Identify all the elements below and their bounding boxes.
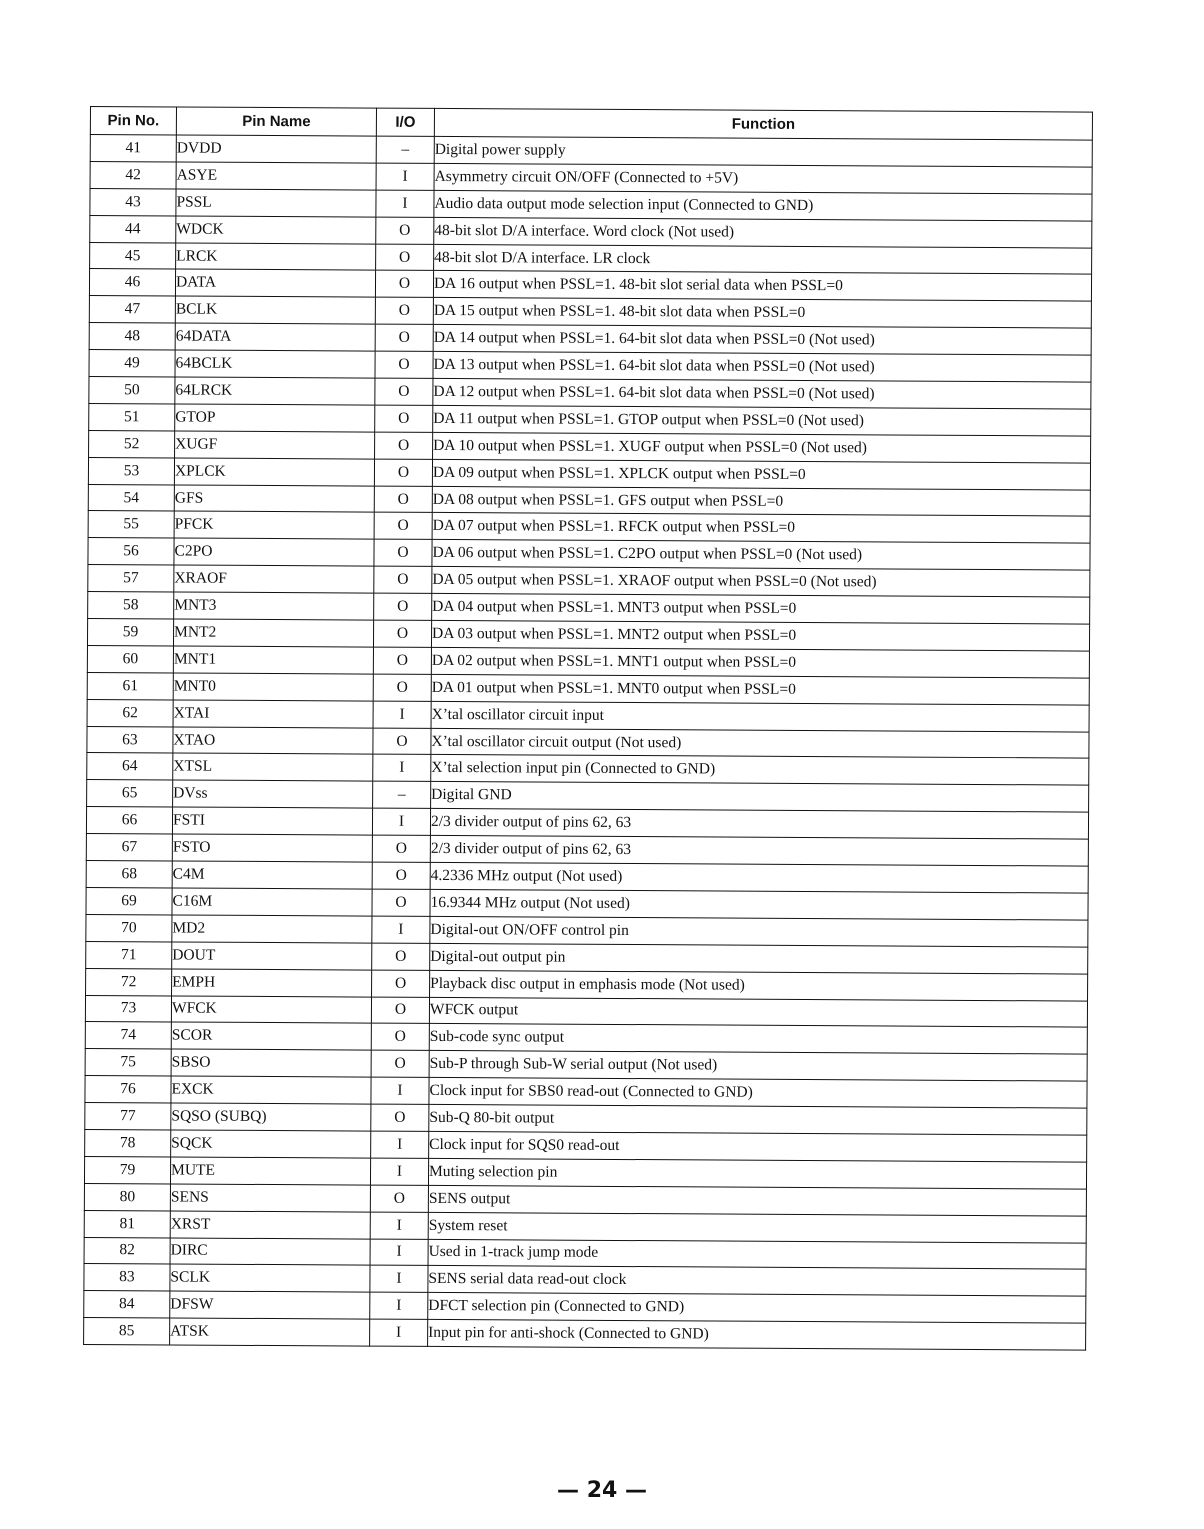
pin-number-cell: 64 (87, 753, 173, 780)
header-io: I/O (376, 108, 434, 136)
io-cell: I (376, 190, 434, 217)
pin-name-cell: DOUT (172, 942, 372, 970)
pin-name-cell: XTAI (173, 700, 373, 728)
io-cell: O (375, 378, 433, 405)
function-cell: Muting selection pin (428, 1158, 1086, 1189)
header-pin-no: Pin No. (90, 107, 176, 135)
pin-name-cell: WFCK (171, 995, 371, 1023)
function-cell: Audio data output mode selection input (Connected to GND) (434, 190, 1092, 221)
pin-function-table (83, 106, 1093, 1351)
function-cell: 2/3 divider output of pins 62, 63 (430, 809, 1088, 840)
function-cell: DA 16 output when PSSL=1. 48-bit slot serial data when PSSL=0 (433, 271, 1091, 302)
function-cell: DA 02 output when PSSL=1. MNT1 output when PSSL=0 (431, 647, 1089, 678)
pin-number-cell: 75 (85, 1049, 171, 1076)
pin-name-cell: 64LRCK (175, 377, 375, 405)
pin-name-cell: XPLCK (174, 458, 374, 486)
function-cell: Playback disc output in emphasis mode (Not used) (430, 970, 1088, 1001)
io-cell: O (372, 943, 430, 970)
io-cell: O (376, 217, 434, 244)
function-cell: DA 01 output when PSSL=1. MNT0 output when PSSL=0 (431, 674, 1089, 705)
io-cell: O (375, 432, 433, 459)
pin-name-cell: MNT3 (174, 592, 374, 620)
pin-number-cell: 46 (89, 269, 175, 296)
pin-number-cell: 43 (90, 188, 176, 215)
pin-name-cell: ASYE (176, 162, 376, 190)
pin-number-cell: 81 (84, 1210, 170, 1237)
io-cell: O (375, 271, 433, 298)
pin-name-cell: SQSO (SUBQ) (171, 1103, 371, 1131)
function-cell: DA 05 output when PSSL=1. XRAOF output when PSSL=0 (Not used) (432, 567, 1090, 598)
io-cell: O (376, 244, 434, 271)
pin-number-cell: 73 (85, 995, 171, 1022)
table-row (84, 1318, 1086, 1350)
function-cell: Digital-out ON/OFF control pin (430, 916, 1088, 947)
io-cell: O (374, 459, 432, 486)
pin-name-cell: DFSW (170, 1291, 370, 1319)
io-cell: O (371, 1104, 429, 1131)
pin-number-cell: 48 (89, 323, 175, 350)
pin-name-cell: DATA (175, 269, 375, 297)
io-cell: O (371, 1050, 429, 1077)
pin-number-cell: 84 (84, 1291, 170, 1318)
io-cell: O (372, 862, 430, 889)
pin-number-cell: 42 (90, 161, 176, 188)
function-cell: DA 13 output when PSSL=1. 64-bit slot data when PSSL=0 (Not used) (433, 352, 1091, 383)
io-cell: I (370, 1265, 428, 1292)
pin-number-cell: 65 (87, 780, 173, 807)
pin-name-cell: DVss (173, 780, 373, 808)
pin-name-cell: 64BCLK (175, 350, 375, 378)
io-cell: O (374, 566, 432, 593)
pin-number-cell: 74 (85, 1022, 171, 1049)
pin-number-cell: 60 (87, 645, 173, 672)
function-cell: Sub-code sync output (429, 1024, 1087, 1055)
function-cell: Used in 1-track jump mode (428, 1239, 1086, 1270)
io-cell: O (374, 593, 432, 620)
function-cell: DA 04 output when PSSL=1. MNT3 output when PSSL=0 (432, 594, 1090, 625)
function-cell: 48-bit slot D/A interface. Word clock (Not used) (434, 217, 1092, 248)
pin-name-cell: SCLK (170, 1264, 370, 1292)
function-cell: Asymmetry circuit ON/OFF (Connected to +5V) (434, 163, 1092, 194)
io-cell: I (376, 163, 434, 190)
pin-name-cell: EXCK (171, 1076, 371, 1104)
io-cell: O (372, 970, 430, 997)
pin-name-cell: SCOR (171, 1022, 371, 1050)
io-cell: O (375, 351, 433, 378)
pin-number-cell: 78 (85, 1129, 171, 1156)
pin-name-cell: C16M (172, 888, 372, 916)
function-cell: Digital GND (431, 782, 1089, 813)
function-cell: DA 07 output when PSSL=1. RFCK output when PSSL=0 (432, 513, 1090, 544)
pin-name-cell: MNT0 (173, 673, 373, 701)
io-cell: O (374, 486, 432, 513)
io-cell: I (370, 1319, 428, 1346)
function-cell: X’tal oscillator circuit input (431, 701, 1089, 732)
pin-number-cell: 59 (87, 619, 173, 646)
pin-number-cell: 53 (88, 457, 174, 484)
io-cell: I (370, 1239, 428, 1266)
function-cell: DA 06 output when PSSL=1. C2PO output when PSSL=0 (Not used) (432, 540, 1090, 571)
pin-name-cell: SBSO (171, 1049, 371, 1077)
pin-name-cell: XRST (170, 1211, 370, 1239)
io-cell: O (373, 674, 431, 701)
pin-name-cell: DIRC (170, 1237, 370, 1265)
function-cell: Digital-out output pin (430, 943, 1088, 974)
pin-number-cell: 72 (86, 968, 172, 995)
io-cell: O (375, 405, 433, 432)
pin-number-cell: 80 (84, 1183, 170, 1210)
io-cell: O (372, 889, 430, 916)
function-cell: 2/3 divider output of pins 62, 63 (430, 836, 1088, 867)
pin-number-cell: 70 (86, 914, 172, 941)
pin-number-cell: 77 (85, 1103, 171, 1130)
io-cell: O (371, 1023, 429, 1050)
header-function: Function (434, 108, 1092, 140)
function-cell: Clock input for SQS0 read-out (429, 1131, 1087, 1162)
function-cell: DA 15 output when PSSL=1. 48-bit slot data when PSSL=0 (433, 298, 1091, 329)
function-cell: DA 03 output when PSSL=1. MNT2 output when PSSL=0 (431, 620, 1089, 651)
pin-name-cell: SQCK (171, 1130, 371, 1158)
pin-name-cell: XRAOF (174, 565, 374, 593)
page-number: — 24 — (557, 1478, 647, 1503)
io-cell: O (375, 297, 433, 324)
pin-number-cell: 69 (86, 887, 172, 914)
pin-name-cell: C2PO (174, 538, 374, 566)
pin-number-cell: 79 (84, 1156, 170, 1183)
pin-number-cell: 50 (89, 377, 175, 404)
pin-number-cell: 71 (86, 941, 172, 968)
pin-number-cell: 85 (84, 1318, 170, 1345)
io-cell: I (370, 1158, 428, 1185)
function-cell: 16.9344 MHz output (Not used) (430, 889, 1088, 920)
function-cell: X’tal selection input pin (Connected to GND) (431, 755, 1089, 786)
function-cell: DA 11 output when PSSL=1. GTOP output when PSSL=0 (Not used) (433, 405, 1091, 436)
pin-number-cell: 62 (87, 699, 173, 726)
pin-name-cell: BCLK (175, 296, 375, 324)
pin-number-cell: 49 (89, 350, 175, 377)
io-cell: O (373, 728, 431, 755)
pin-number-cell: 82 (84, 1237, 170, 1264)
function-cell: Sub-Q 80-bit output (429, 1104, 1087, 1135)
io-cell: O (373, 620, 431, 647)
pin-number-cell: 68 (86, 861, 172, 888)
pin-number-cell: 63 (87, 726, 173, 753)
pin-number-cell: 57 (88, 565, 174, 592)
io-cell: O (373, 647, 431, 674)
pin-name-cell: GFS (174, 485, 374, 513)
pin-number-cell: 56 (88, 538, 174, 565)
table-body (84, 135, 1093, 1351)
function-cell: DA 09 output when PSSL=1. XPLCK output when PSSL=0 (432, 459, 1090, 490)
pin-name-cell: MD2 (172, 915, 372, 943)
pin-name-cell: LRCK (176, 243, 376, 271)
function-cell: SENS output (428, 1185, 1086, 1216)
pin-number-cell: 61 (87, 672, 173, 699)
pin-name-cell: ATSK (170, 1318, 370, 1346)
function-cell: X’tal oscillator circuit output (Not used) (431, 728, 1089, 759)
io-cell: I (373, 701, 431, 728)
io-cell: O (374, 513, 432, 540)
header-pin-name: Pin Name (176, 107, 376, 136)
pin-number-cell: 54 (88, 484, 174, 511)
function-cell: System reset (428, 1212, 1086, 1243)
pin-number-cell: 66 (86, 807, 172, 834)
pin-number-cell: 44 (90, 215, 176, 242)
function-cell: 48-bit slot D/A interface. LR clock (434, 244, 1092, 275)
pin-name-cell: PSSL (176, 189, 376, 217)
pin-number-cell: 67 (86, 834, 172, 861)
io-cell: – (373, 781, 431, 808)
function-cell: Sub-P through Sub-W serial output (Not used) (429, 1051, 1087, 1082)
io-cell: O (372, 835, 430, 862)
pin-name-cell: FSTO (172, 834, 372, 862)
pin-name-cell: EMPH (172, 969, 372, 997)
io-cell: I (373, 755, 431, 782)
pin-name-cell: FSTI (172, 807, 372, 835)
io-cell: I (371, 1077, 429, 1104)
pin-number-cell: 41 (90, 135, 176, 162)
pin-name-cell: XUGF (175, 431, 375, 459)
function-cell: DA 14 output when PSSL=1. 64-bit slot data when PSSL=0 (Not used) (433, 325, 1091, 356)
pin-name-cell: XTAO (173, 727, 373, 755)
function-cell: DFCT selection pin (Connected to GND) (428, 1293, 1086, 1324)
function-cell: 4.2336 MHz output (Not used) (430, 862, 1088, 893)
io-cell: I (371, 1131, 429, 1158)
function-cell: Input pin for anti-shock (Connected to GND) (428, 1320, 1086, 1351)
io-cell: I (372, 916, 430, 943)
pin-number-cell: 58 (88, 592, 174, 619)
pin-number-cell: 51 (89, 403, 175, 430)
function-cell: DA 12 output when PSSL=1. 64-bit slot data when PSSL=0 (Not used) (433, 378, 1091, 409)
pin-name-cell: GTOP (175, 404, 375, 432)
function-cell: WFCK output (429, 997, 1087, 1028)
io-cell: I (372, 808, 430, 835)
pin-name-cell: MNT2 (173, 619, 373, 647)
pin-name-cell: PFCK (174, 511, 374, 539)
function-cell: DA 10 output when PSSL=1. XUGF output when PSSL=0 (Not used) (433, 432, 1091, 463)
pin-name-cell: 64DATA (175, 323, 375, 351)
io-cell: I (370, 1212, 428, 1239)
io-cell: O (370, 1185, 428, 1212)
pin-number-cell: 52 (89, 430, 175, 457)
pin-name-cell: C4M (172, 861, 372, 889)
function-cell: Digital power supply (434, 136, 1092, 167)
pin-number-cell: 55 (88, 511, 174, 538)
io-cell: I (370, 1292, 428, 1319)
function-cell: Clock input for SBS0 read-out (Connected to GND) (429, 1078, 1087, 1109)
function-cell: SENS serial data read-out clock (428, 1266, 1086, 1297)
pin-number-cell: 47 (89, 296, 175, 323)
io-cell: O (374, 539, 432, 566)
pin-number-cell: 76 (85, 1076, 171, 1103)
pin-number-cell: 45 (90, 242, 176, 269)
function-cell: DA 08 output when PSSL=1. GFS output when PSSL=0 (432, 486, 1090, 517)
pin-number-cell: 83 (84, 1264, 170, 1291)
pin-name-cell: MUTE (170, 1157, 370, 1185)
io-cell: O (375, 324, 433, 351)
io-cell: – (376, 136, 434, 163)
pin-name-cell: MNT1 (173, 646, 373, 674)
pin-name-cell: XTSL (173, 753, 373, 781)
pin-name-cell: SENS (170, 1184, 370, 1212)
pin-name-cell: DVDD (176, 135, 376, 163)
io-cell: O (371, 997, 429, 1024)
pin-name-cell: WDCK (176, 216, 376, 244)
